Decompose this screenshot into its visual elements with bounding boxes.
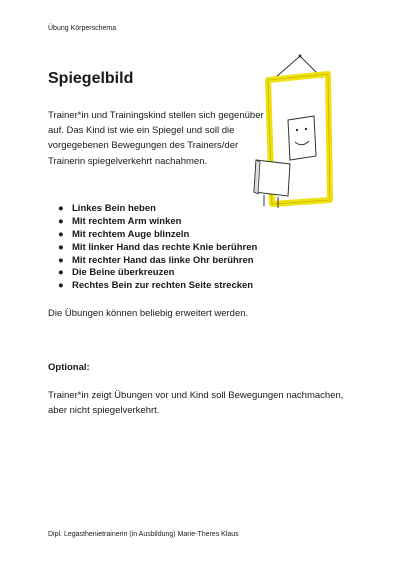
reflection-eye-left: [296, 129, 298, 131]
bullet: ●: [58, 215, 64, 227]
nail: [299, 55, 302, 58]
list-item-label: Linkes Bein heben: [72, 203, 156, 214]
list-item-label: Die Beine überkreuzen: [72, 267, 175, 279]
extension-note: Die Übungen können beliebig erweitert werden.: [48, 308, 249, 319]
list-item-label: Mit linker Hand das rechte Knie berühren: [72, 241, 258, 253]
bullet: ●: [58, 267, 64, 279]
intro-paragraph: Trainer*in und Trainingskind stellen sich gegenüber auf. Das Kind ist wie ein Spiegel und soll die vorgegebenen Bewegungen des Trainers/der Trainerin spiegelverkehrt nachahmen.: [48, 110, 264, 167]
page-title: Spiegelbild: [48, 70, 134, 87]
bullet: ●: [58, 254, 64, 266]
exercise-list: [58, 203, 257, 293]
list-item: [58, 255, 257, 268]
reflection-face: [288, 116, 316, 160]
list-item: [58, 229, 257, 242]
list-item: [58, 280, 257, 293]
list-item: [58, 242, 257, 255]
bullet: ●: [58, 203, 64, 214]
bullet: ●: [58, 228, 64, 240]
list-item-label: Mit rechtem Auge blinzeln: [72, 228, 190, 240]
list-item-label: Mit rechter Hand das linke Ohr berühren: [72, 254, 254, 266]
reflection-eye-right: [305, 128, 307, 130]
bullet: ●: [58, 241, 64, 253]
page-footer: Dipl. Legasthenietrainerin (in Ausbildung) Marie-Theres Klaus: [48, 531, 239, 538]
optional-heading: Optional:: [48, 362, 90, 373]
list-item-label: Rechtes Bein zur rechten Seite strecken: [72, 280, 254, 292]
list-item: [58, 216, 257, 229]
page-header: Übung Körperschema: [48, 25, 117, 32]
optional-paragraph: Trainer*in zeigt Übungen vor und Kind soll Bewegungen nachmachen, aber nicht spiegelverkehrt.: [48, 390, 344, 417]
list-item-label: Mit rechtem Arm winken: [72, 215, 182, 227]
mirror-illustration: [250, 50, 345, 220]
list-item: [58, 203, 257, 216]
list-item: [58, 267, 257, 280]
bullet: ●: [58, 280, 64, 292]
